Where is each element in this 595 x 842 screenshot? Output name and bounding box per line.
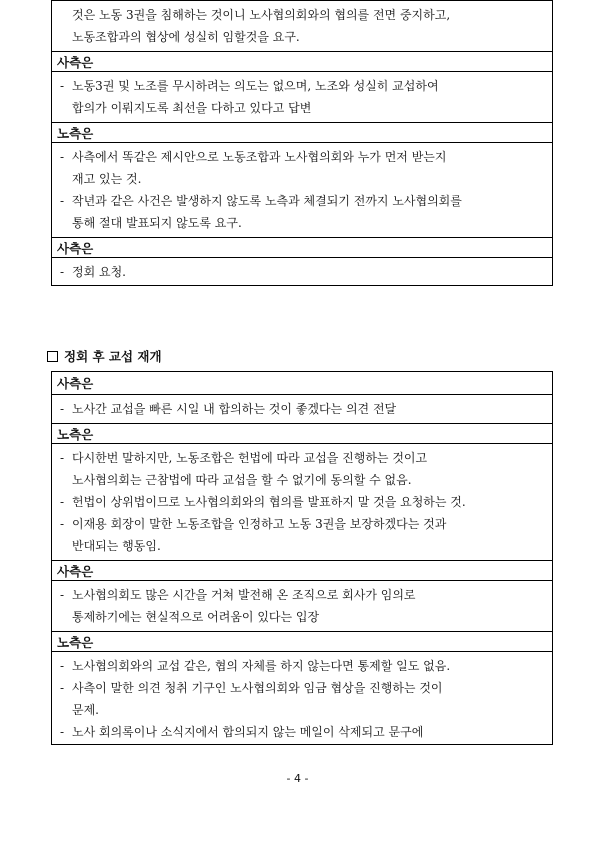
table-continued	[51, 0, 553, 286]
list-item	[57, 513, 547, 557]
checkbox-square-icon	[47, 351, 58, 362]
text-line: 통해 절대 발표되지 않도록 요구.	[72, 216, 242, 230]
dash-bullet: -	[60, 517, 65, 531]
dash-bullet: -	[60, 588, 65, 602]
section-title: 정회 후 교섭 재개	[64, 349, 162, 364]
dash-bullet: -	[60, 725, 65, 739]
intro-text	[52, 1, 552, 51]
speaker-header: 사측은	[52, 560, 552, 580]
statement-body	[52, 71, 552, 122]
text-line: 노사협의회도 많은 시간을 거쳐 발전해 온 조직으로 회사가 임의로	[72, 588, 416, 602]
text-line: 노사 회의록이나 소식지에서 합의되지 않는 메일이 삭제되고 문구에	[72, 725, 424, 739]
text-line: 통제하기에는 현실적으로 어려움이 있다는 입장	[72, 610, 320, 624]
text-line: 노동3권 및 노조를 무시하려는 의도는 없으며, 노조와 성실히 교섭하여	[72, 79, 439, 93]
speaker-header: 노측은	[52, 631, 552, 651]
list-item	[57, 584, 547, 628]
speaker-header: 노측은	[52, 122, 552, 142]
list-item	[57, 190, 547, 234]
dash-bullet: -	[60, 681, 65, 695]
speaker-header: 사측은	[57, 376, 94, 391]
dash-bullet: -	[60, 150, 65, 164]
speaker-header: 사측은	[52, 51, 552, 71]
dash-bullet: -	[60, 451, 65, 465]
list-item	[57, 75, 547, 119]
text-line: 사측이 말한 의견 청취 기구인 노사협의회와 임금 협상을 진행하는 것이	[72, 681, 443, 695]
list-item	[57, 677, 547, 721]
speaker-header: 사측은	[52, 237, 552, 257]
list-item	[57, 398, 547, 420]
statement-body	[52, 257, 552, 285]
section-heading	[47, 347, 162, 365]
list-item	[57, 721, 547, 743]
text-line: 정회 요청.	[72, 265, 126, 279]
statement-body	[52, 394, 552, 423]
list-item	[57, 447, 547, 491]
text-line: 이재용 회장이 말한 노동조합을 인정하고 노동 3권을 보장하겠다는 것과	[72, 517, 447, 531]
text-line: 재고 있는 것.	[72, 172, 142, 186]
dash-bullet: -	[60, 79, 65, 93]
speaker-header: 노측은	[52, 423, 552, 443]
list-item	[57, 146, 547, 190]
text-line: 사측에서 똑같은 제시안으로 노동조합과 노사협의회와 누가 먼저 받는지	[72, 150, 447, 164]
text-line: 노동조합과의 협상에 성실히 임할것을 요구.	[72, 30, 300, 44]
text-line: 헌법이 상위법이므로 노사협의회와의 협의를 발표하지 말 것을 요청하는 것.	[72, 495, 466, 509]
text-line: 노사간 교섭을 빠른 시일 내 합의하는 것이 좋겠다는 의견 전달	[72, 402, 397, 416]
text-line: 다시한번 말하지만, 노동조합은 헌법에 따라 교섭을 진행하는 것이고	[72, 451, 428, 465]
dash-bullet: -	[60, 402, 65, 416]
statement-body	[52, 142, 552, 237]
page-number: - 4 -	[286, 772, 309, 785]
dash-bullet: -	[60, 495, 65, 509]
list-item	[57, 261, 547, 283]
statement-body	[52, 580, 552, 631]
text-line: 작년과 같은 사건은 발생하지 않도록 노측과 체결되기 전까지 노사협의회를	[72, 194, 462, 208]
statement-body	[52, 651, 552, 744]
list-item	[57, 655, 547, 677]
text-line: 문제.	[72, 703, 99, 717]
dash-bullet: -	[60, 194, 65, 208]
statement-body	[52, 443, 552, 560]
text-line: 것은 노동 3권을 침해하는 것이니 노사협의회와의 협의를 전면 중지하고,	[72, 8, 451, 22]
text-line: 노사협의회와의 교섭 같은, 협의 자체를 하지 않는다면 통제할 일도 없음.	[72, 659, 451, 673]
text-line: 반대되는 행동임.	[72, 539, 161, 553]
list-item	[57, 491, 547, 513]
dash-bullet: -	[60, 265, 65, 279]
text-line: 노사협의회는 근참법에 따라 교섭을 할 수 없기에 동의할 수 없음.	[72, 473, 412, 487]
table-resumed-negotiation	[51, 371, 553, 745]
dash-bullet: -	[60, 659, 65, 673]
text-line: 합의가 이뤄지도록 최선을 다하고 있다고 답변	[72, 101, 312, 115]
